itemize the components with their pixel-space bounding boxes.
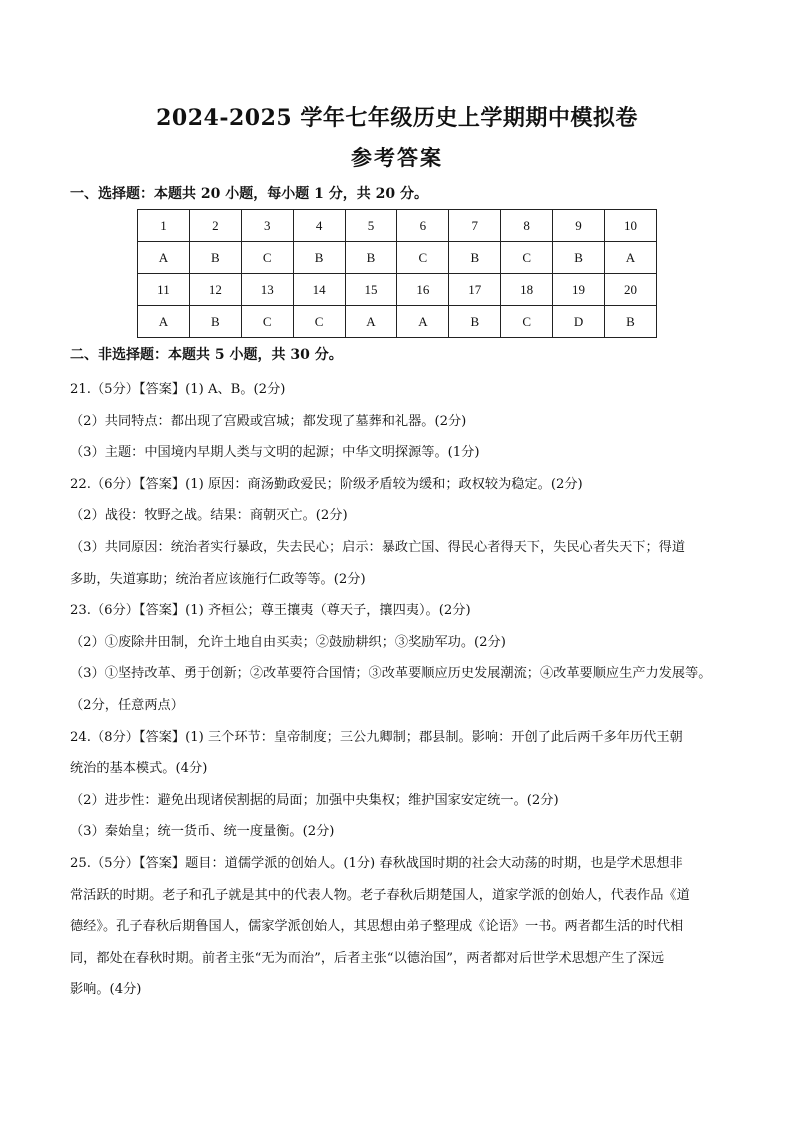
- table-cell: 20: [605, 274, 657, 306]
- answer-line: 德经》。孔子春秋后期鲁国人，儒家学派创始人，其思想由弟子整理成《论语》一书。两者都生活的时代相: [70, 919, 684, 935]
- answer-line: 22.（6分）【答案】(1) 原因：商汤勤政爱民；阶级矛盾较为缓和；政权较为稳定。(2分): [70, 476, 583, 492]
- answer-line: 常活跃的时期。老子和孔子就是其中的代表人物。老子春秋后期楚国人，道家学派的创始人，代表作品《道: [70, 887, 690, 903]
- table-cell: 18: [501, 274, 553, 306]
- table-cell: C: [501, 242, 553, 274]
- table-cell: B: [605, 306, 657, 338]
- answer-table: [137, 209, 657, 338]
- table-cell: 17: [449, 274, 501, 306]
- answer-line: 多助，失道寡助；统治者应该施行仁政等等。(2分): [70, 571, 366, 587]
- table-cell: 2: [189, 210, 241, 242]
- table-cell: A: [605, 242, 657, 274]
- answer-line: 影响。(4分): [70, 982, 142, 998]
- answer-line: （3）主题：中国境内早期人类与文明的起源；中华文明探源等。(1分): [70, 445, 480, 461]
- table-cell: A: [345, 306, 397, 338]
- answer-line: 24.（8分）【答案】(1) 三个环节：皇帝制度；三公九卿制；郡县制。影响：开创了此后两千多年历代王朝: [70, 729, 683, 745]
- table-row: [138, 242, 657, 274]
- table-cell: A: [397, 306, 449, 338]
- table-cell: C: [397, 242, 449, 274]
- answer-line: 同，都处在春秋时期。前者主张“无为而治”，后者主张“以德治国”，两者都对后世学术思想产生了深远: [70, 950, 665, 966]
- answer-line: （3）秦始皇；统一货币、统一度量衡。(2分): [70, 824, 335, 840]
- answer-line: （2）进步性：避免出现诸侯割据的局面；加强中央集权；维护国家安定统一。(2分): [70, 792, 559, 808]
- table-row: [138, 210, 657, 242]
- table-cell: D: [553, 306, 605, 338]
- table-cell: C: [241, 306, 293, 338]
- table-cell: 13: [241, 274, 293, 306]
- table-row: [138, 306, 657, 338]
- answer-line: 25.（5分）【答案】题目：道儒学派的创始人。(1分) 春秋战国时期的社会大动荡的时期，也是学术思想非: [70, 855, 683, 871]
- answer-line: （2）战役：牧野之战。结果：商朝灭亡。(2分): [70, 508, 348, 524]
- table-cell: 15: [345, 274, 397, 306]
- section-heading-choice: 一、选择题：本题共 20 小题，每小题 1 分，共 20 分。: [70, 186, 428, 202]
- answer-lines: [70, 374, 740, 1006]
- table-cell: C: [241, 242, 293, 274]
- table-cell: 16: [397, 274, 449, 306]
- table-cell: 19: [553, 274, 605, 306]
- answer-line: （2）共同特点：都出现了宫殿或宫城；都发现了墓葬和礼器。(2分): [70, 413, 467, 429]
- table-cell: 6: [397, 210, 449, 242]
- table-cell: B: [293, 242, 345, 274]
- table-cell: 5: [345, 210, 397, 242]
- table-cell: C: [501, 306, 553, 338]
- answer-line: 统治的基本模式。(4分): [70, 761, 208, 777]
- table-cell: 8: [501, 210, 553, 242]
- table-cell: 7: [449, 210, 501, 242]
- table-row: [138, 274, 657, 306]
- answer-line: （2分，任意两点）: [70, 697, 184, 713]
- table-cell: A: [138, 242, 190, 274]
- table-cell: B: [189, 242, 241, 274]
- answer-line: （2）①废除井田制，允许土地自由买卖；②鼓励耕织；③奖励军功。(2分): [70, 634, 506, 650]
- section-heading-nonchoice: 二、非选择题：本题共 5 小题，共 30 分。: [70, 347, 343, 363]
- table-cell: B: [449, 306, 501, 338]
- answer-line: 21.（5分）【答案】(1) A、B。(2分): [70, 382, 286, 397]
- table-cell: C: [293, 306, 345, 338]
- answer-line: （3）①坚持改革、勇于创新；②改革要符合国情；③改革要顺应历史发展潮流；④改革要顺应生产力发展等。: [70, 666, 712, 682]
- table-cell: 3: [241, 210, 293, 242]
- table-cell: B: [553, 242, 605, 274]
- table-cell: B: [449, 242, 501, 274]
- page-subtitle: 参考答案: [351, 145, 443, 170]
- table-cell: 12: [189, 274, 241, 306]
- table-cell: A: [138, 306, 190, 338]
- table-cell: 10: [605, 210, 657, 242]
- page-title: 2024-2025 学年七年级历史上学期期中模拟卷: [156, 105, 638, 131]
- table-cell: B: [189, 306, 241, 338]
- table-cell: 14: [293, 274, 345, 306]
- table-cell: 11: [138, 274, 190, 306]
- table-cell: 9: [553, 210, 605, 242]
- answer-line: （3）共同原因：统治者实行暴政，失去民心；启示：暴政亡国、得民心者得天下，失民心者失天下；得道: [70, 539, 686, 555]
- answer-line: 23.（6分）【答案】(1) 齐桓公；尊王攘夷（尊天子，攘四夷）。(2分): [70, 603, 471, 619]
- table-cell: 4: [293, 210, 345, 242]
- table-cell: B: [345, 242, 397, 274]
- table-cell: 1: [138, 210, 190, 242]
